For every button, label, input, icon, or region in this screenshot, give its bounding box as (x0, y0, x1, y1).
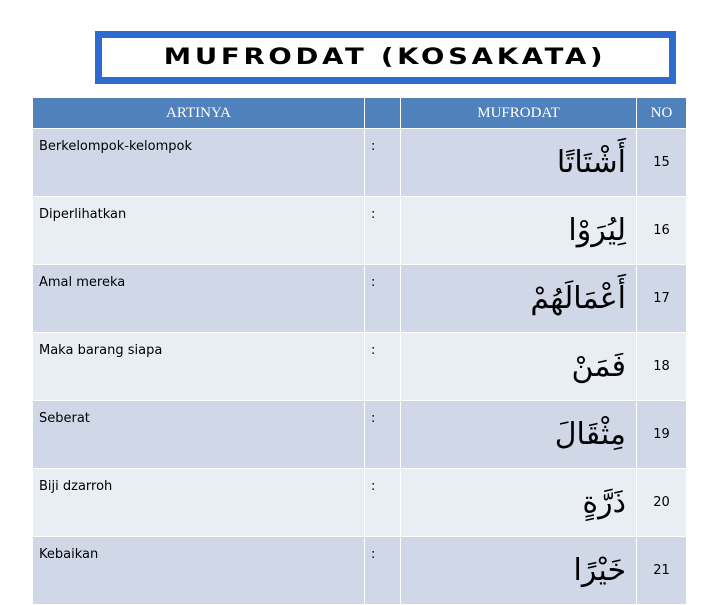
cell-no: 17 (637, 265, 687, 333)
header-mufrodat: MUFRODAT (401, 98, 637, 129)
table-row (33, 401, 687, 469)
cell-artinya: Seberat (33, 401, 365, 469)
table-row (33, 333, 687, 401)
table-row (33, 537, 687, 605)
header-no: NO (637, 98, 687, 129)
cell-no: 16 (637, 197, 687, 265)
cell-separator: : (365, 129, 401, 197)
cell-artinya: Diperlihatkan (33, 197, 365, 265)
cell-no: 19 (637, 401, 687, 469)
header-artinya: ARTINYA (33, 98, 365, 129)
table-row (33, 265, 687, 333)
cell-mufrodat: فَمَنْ (401, 333, 637, 401)
vocabulary-table (32, 97, 687, 605)
header-blank (365, 98, 401, 129)
cell-mufrodat: مِثْقَالَ (401, 401, 637, 469)
cell-separator: : (365, 469, 401, 537)
page-title: MUFRODAT (KOSAKATA) (164, 45, 607, 70)
cell-mufrodat: ذَرَّةٍ (401, 469, 637, 537)
table-row (33, 197, 687, 265)
cell-mufrodat: خَيْرًا (401, 537, 637, 605)
cell-separator: : (365, 333, 401, 401)
table-row (33, 469, 687, 537)
cell-no: 18 (637, 333, 687, 401)
cell-artinya: Kebaikan (33, 537, 365, 605)
cell-separator: : (365, 265, 401, 333)
table-row (33, 129, 687, 197)
cell-no: 21 (637, 537, 687, 605)
cell-separator: : (365, 537, 401, 605)
title-box (95, 31, 676, 84)
cell-artinya: Maka barang siapa (33, 333, 365, 401)
cell-artinya: Berkelompok-kelompok (33, 129, 365, 197)
cell-separator: : (365, 197, 401, 265)
cell-mufrodat: أَشْتَاتًا (401, 129, 637, 197)
cell-no: 20 (637, 469, 687, 537)
cell-artinya: Amal mereka (33, 265, 365, 333)
cell-mufrodat: أَعْمَالَهُمْ (401, 265, 637, 333)
cell-mufrodat: لِيُرَوْا (401, 197, 637, 265)
cell-separator: : (365, 401, 401, 469)
table-header-row (33, 98, 687, 129)
cell-artinya: Biji dzarroh (33, 469, 365, 537)
cell-no: 15 (637, 129, 687, 197)
